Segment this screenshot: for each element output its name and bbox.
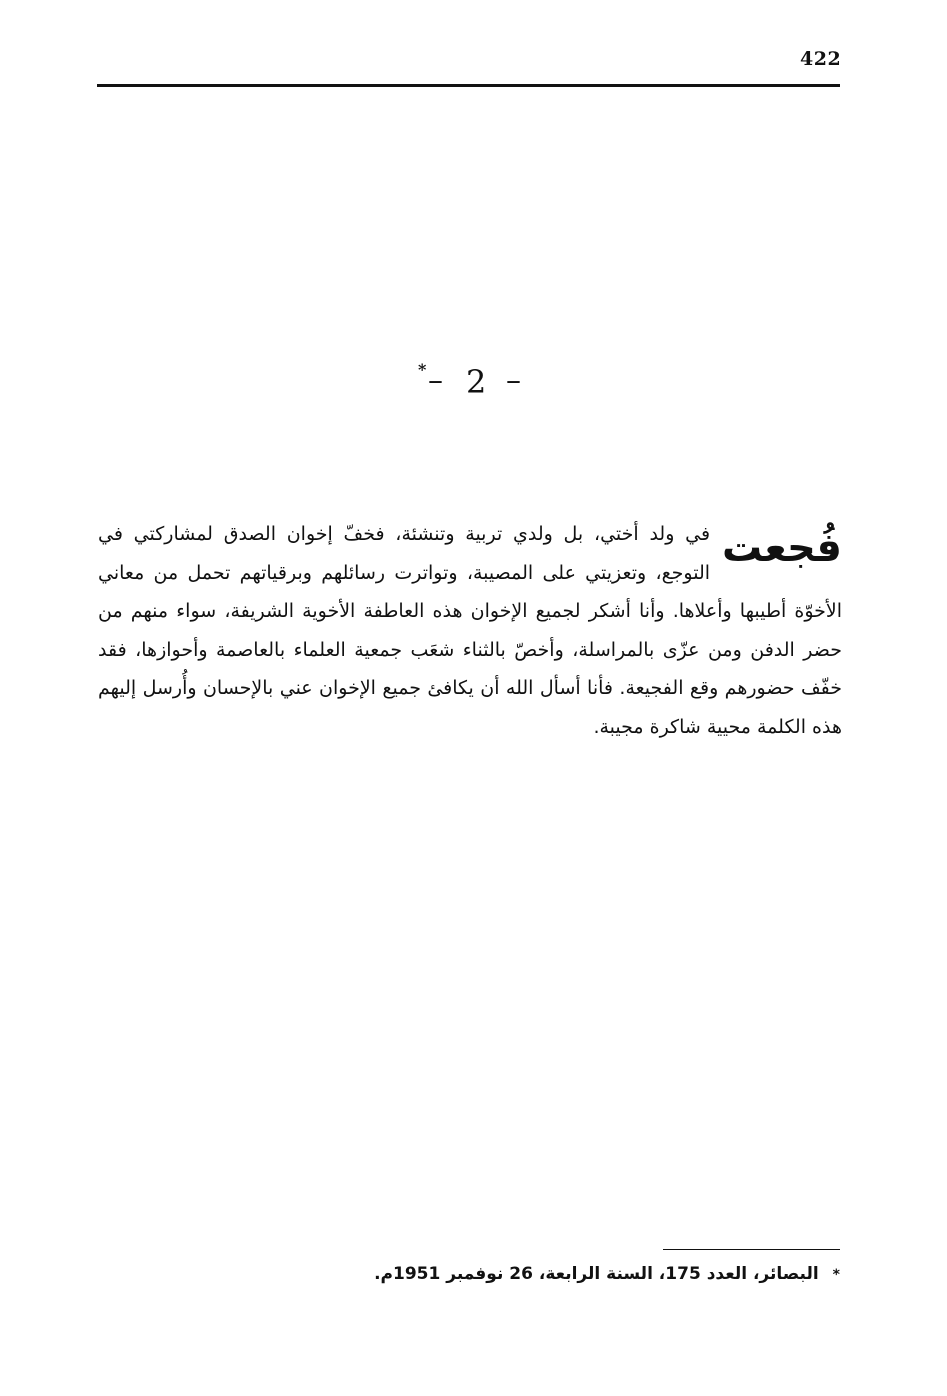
footnote-rule <box>663 1249 840 1250</box>
section-dash-right: – <box>506 363 521 398</box>
section-dash-left: – <box>428 363 443 398</box>
section-heading <box>400 362 550 412</box>
header-rule <box>97 84 840 87</box>
footnote-mark: * <box>832 1267 840 1283</box>
section-number: 2 <box>466 363 487 401</box>
footnote-text: البصائر، العدد 175، السنة الرابعة، 26 نوفمبر 1951م. <box>374 1264 819 1284</box>
page-number: 422 <box>800 48 842 70</box>
article-body <box>98 515 842 746</box>
footnote-reference-star: * <box>418 360 427 379</box>
opening-word: فُجعت <box>722 525 842 571</box>
footnote <box>360 1264 840 1284</box>
article-paragraph: في ولد أختي، بل ولدي تربية وتنشئة، فخفّ إخوان الصدق لمشاركتي في التوجع، وتعزيتي على المصيبة، وتواترت رسائلهم وبرقياتهم تحمل من معاني الأخوّة أطيبها وأعلاها. وأنا أشكر لجميع الإخوان هذه العاطفة الأخوية الشريفة، سواء منهم من حضر الدفن ومن عزّى بالمراسلة، وأخصّ بالثناء شعَب جمعية العلماء بالعاصمة وأحوازها، فقد خفّف حضورهم وقع الفجيعة. فأنا أسأل الله أن يكافئ جميع الإخوان عني بالإحسان وأُرسل إليهم هذه الكلمة محيية شاكرة مجيبة. <box>98 523 842 738</box>
